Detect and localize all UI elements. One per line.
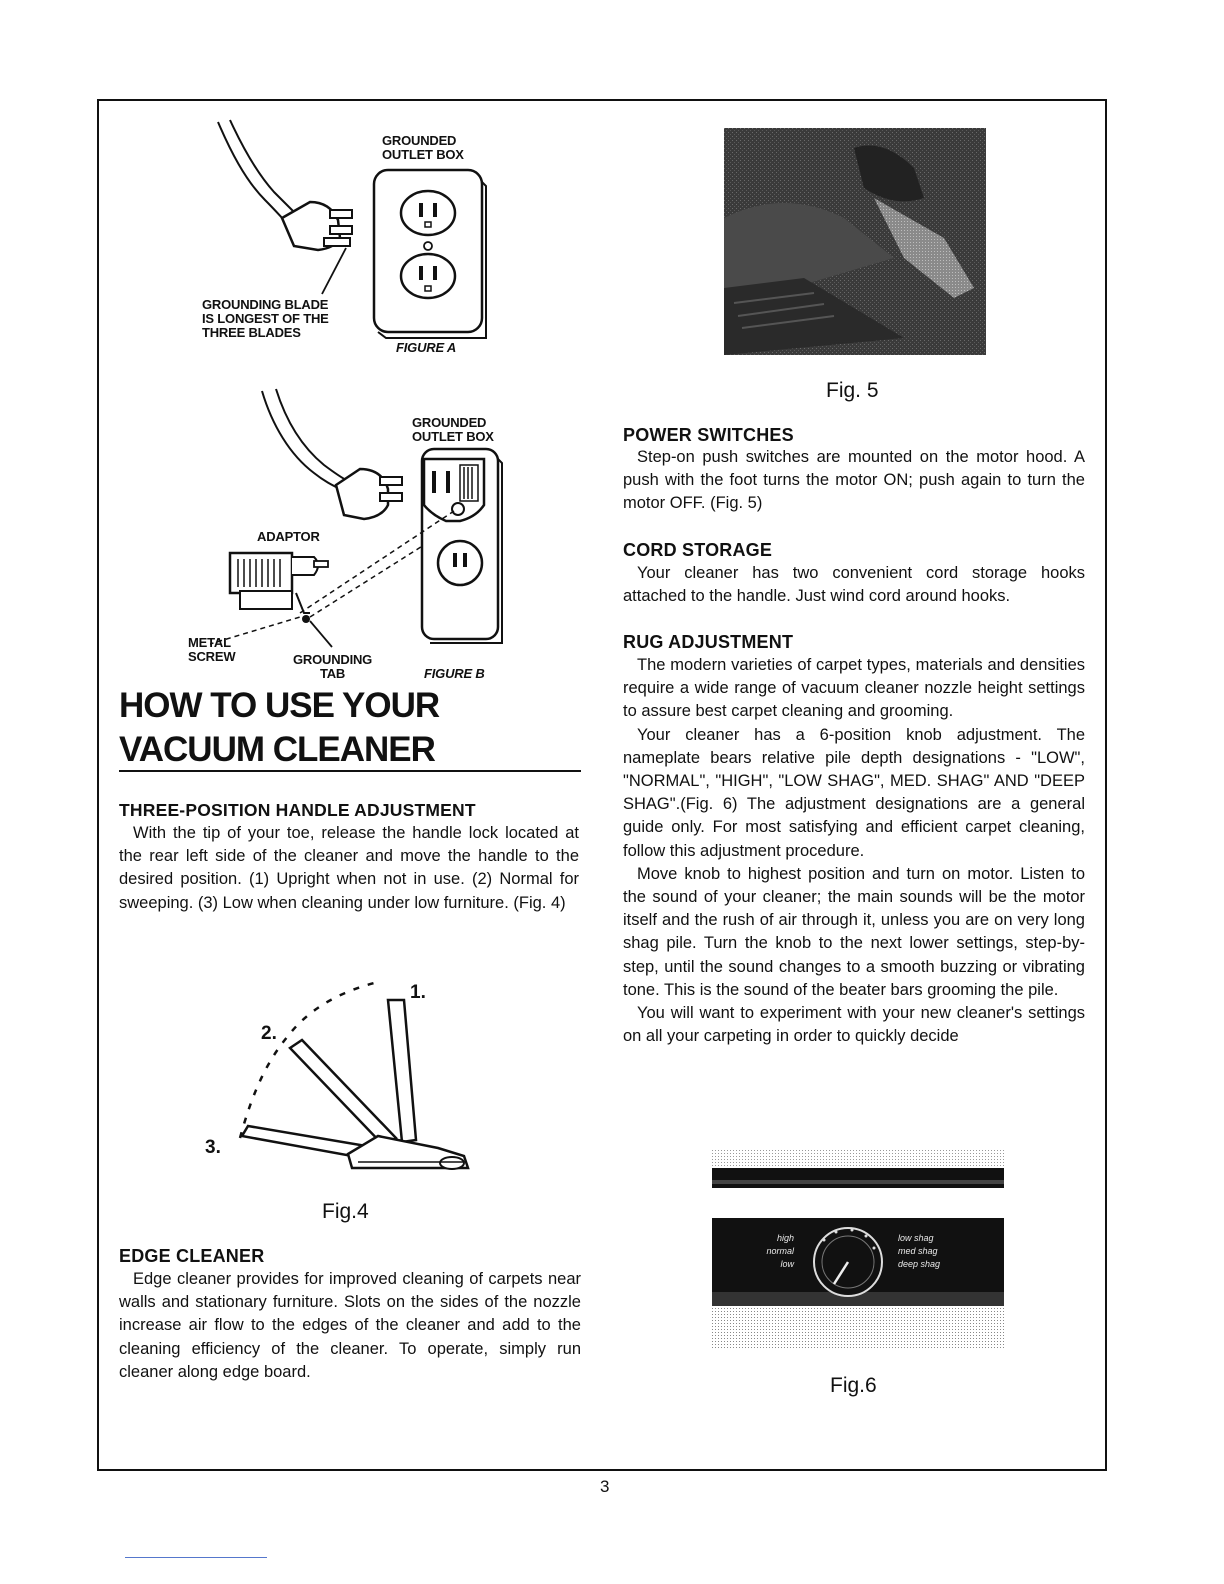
fig6-right-labels	[898, 1232, 940, 1271]
heading-rule	[119, 770, 581, 772]
fig6-label-normal: normal	[766, 1246, 794, 1256]
edge-section-text: Edge cleaner provides for improved cleaning of carpets near walls and stationary furniture. Slots on the sides of the nozzle increase air flow to the edges of the cleaner and add to the cleaning efficiency of the cleaner. To operate, simply run cleaner along edge board.	[119, 1270, 581, 1381]
rug-section-text: The modern varieties of carpet types, materials and densities require a wide range of vacuum cleaner nozzle height settings to assure best carpet cleaning and grooming. Your cleaner has a 6-position knob adjustment. The nameplate bears relative pile depth designations - "LOW", "NORMAL", "HIGH", "LOW SHAG", MED. SHAG" AND "DEEP SHAG".(Fig. 6) The adjustment designations are a general guide only. For most satisfying and efficient carpet cleaning, follow this adjustment procedure. Move knob to highest position and turn on motor. Listen to the sound of your cleaner; the main sounds will be the motor itself and the rush of air through it, unless you are on very long shag pile. Turn the knob to the next lower settings, step-by-step, until the sound changes to a smooth buzzing or vibrating tone. This is the sound of the beater bars grooming the pile. You will want to experiment with your new cleaner's settings on all your carpeting in order to quickly decide	[623, 656, 1085, 1046]
fig4-position-1: 1.	[410, 982, 426, 1003]
cord-section-title: CORD STORAGE	[623, 540, 773, 560]
fig6-top-strip	[712, 1150, 1004, 1194]
edge-section-title: EDGE CLEANER	[119, 1246, 265, 1266]
fig-b-caption: FIGURE B	[424, 666, 485, 681]
page-number: 3	[600, 1477, 610, 1496]
fig4-illustration	[228, 970, 488, 1175]
fig-a-caption: FIGURE A	[396, 340, 457, 355]
fig4-caption: Fig.4	[322, 1200, 369, 1223]
handle-section-text: With the tip of your toe, release the handle lock located at the rear left side of the cleaner and move the handle to the desired position. (1) Upright when not in use. (2) Normal for sweeping. (3) Low when cleaning under low furniture. (Fig. 4)	[119, 824, 579, 912]
fig6-label-deep-shag: deep shag	[898, 1259, 941, 1269]
main-heading-line1: HOW TO USE YOUR	[119, 686, 440, 725]
fig-a-outlet-label: GROUNDED OUTLET BOX	[382, 133, 464, 162]
handle-section-title: THREE-POSITION HANDLE ADJUSTMENT	[119, 800, 476, 820]
rug-section-title: RUG ADJUSTMENT	[623, 632, 794, 652]
footer-line	[125, 1557, 267, 1558]
fig6-label-high: high	[776, 1233, 794, 1243]
fig4-position-2: 2.	[261, 1023, 277, 1044]
fig5-caption: Fig. 5	[826, 379, 879, 402]
fig-b-outlet-label: GROUNDED OUTLET BOX	[412, 415, 494, 444]
fig6-caption: Fig.6	[830, 1374, 877, 1397]
fig6-label-med-shag: med shag	[898, 1246, 938, 1256]
fig-b-tab-label: GROUNDING TAB	[293, 652, 373, 681]
fig6-left-labels	[752, 1232, 794, 1271]
fig4-position-3: 3.	[205, 1137, 221, 1158]
main-heading-line2: VACUUM CLEANER	[119, 730, 435, 769]
fig-b-adaptor-label: ADAPTOR	[257, 529, 320, 544]
fig6-label-low-shag: low shag	[898, 1233, 934, 1243]
fig-a-blade-label: GROUNDING BLADE IS LONGEST OF THE THREE BLADES	[202, 297, 329, 340]
power-section-title: POWER SWITCHES	[623, 425, 794, 445]
cord-section-text: Your cleaner has two convenient cord storage hooks attached to the handle. Just wind cord around hooks.	[623, 564, 1085, 606]
fig6-label-low: low	[780, 1259, 794, 1269]
fig-b-screw-label: METAL SCREW	[188, 635, 236, 664]
power-section-text: Step-on push switches are mounted on the motor hood. A push with the foot turns the motor ON; push again to turn the motor OFF. (Fig. 5)	[623, 448, 1085, 513]
fig5-photo	[724, 128, 986, 355]
